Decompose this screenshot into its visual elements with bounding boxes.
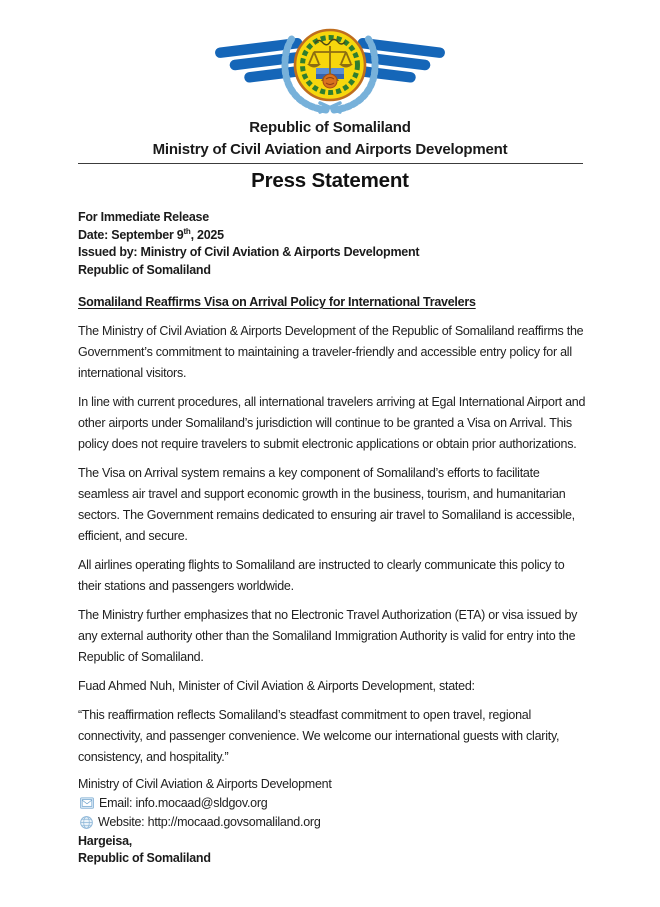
contact-block <box>78 776 590 868</box>
release-line: For Immediate Release <box>78 210 209 224</box>
date-line: Date: September 9th, 2025 <box>78 226 224 242</box>
logo-container <box>0 0 660 117</box>
statement-headline: Somaliland Reaffirms Visa on Arrival Policy for International Travelers <box>78 295 476 309</box>
document-title: Press Statement <box>251 169 409 192</box>
body-paragraph: The Visa on Arrival system remains a key component of Somaliland’s efforts to facilitate seamless air travel and support economic growth in the business, tourism, and humanitarian sectors. The Government remains dedicated to ensuring air travel to Somaliland is accessible, efficient, and secure. <box>78 466 575 543</box>
date-ordinal: th <box>183 226 191 236</box>
body-paragraph: The Ministry further emphasizes that no Electronic Travel Authorization (ETA) or visa issued by any external authority other than the Somaliland Immigration Authority is valid for entry into the Republic of Somaliland. <box>78 608 578 664</box>
envelope-icon <box>80 797 94 809</box>
ministry-logo-icon <box>214 13 446 117</box>
contact-email-text: Email: info.mocaad@sldgov.org <box>99 795 268 810</box>
minister-attribution-paragraph: Fuad Ahmed Nuh, Minister of Civil Aviation & Airports Development, stated: <box>78 679 475 693</box>
contact-website-row <box>78 813 590 833</box>
release-meta-block <box>78 209 590 279</box>
minister-quote-paragraph: “This reaffirmation reflects Somaliland’s steadfast commitment to open travel, regional connectivity, and passenger convenience. We welcome our international guests with clarity, consistency, and hospitality.” <box>78 708 560 764</box>
contact-email-row <box>78 794 590 814</box>
contact-country: Republic of Somaliland <box>78 851 211 865</box>
body-paragraph: The Ministry of Civil Aviation & Airports Development of the Republic of Somaliland reaffirms the Government’s commitment to maintaining a traveler-friendly and accessible entry policy for all international visitors. <box>78 324 584 380</box>
issuer-country-line: Republic of Somaliland <box>78 262 211 277</box>
issued-by-line: Issued by: Ministry of Civil Aviation & Airports Development <box>78 245 420 259</box>
globe-icon <box>80 816 93 829</box>
body-paragraph: In line with current procedures, all international travelers arriving at Egal International Airport and other airports under Somaliland’s jurisdiction will continue to be granted a Visa on Arrival. This policy does not require travelers to submit electronic applications or obtain prior authorizations. <box>78 395 586 451</box>
document-body <box>0 194 660 868</box>
header-divider <box>78 163 583 164</box>
contact-website-text: Website: http://mocaad.govsomaliland.org <box>98 815 321 829</box>
contact-city: Hargeisa, <box>78 833 133 848</box>
header-country-title: Republic of Somaliland <box>249 119 411 136</box>
contact-org: Ministry of Civil Aviation & Airports Development <box>78 777 332 791</box>
body-paragraph: All airlines operating flights to Somaliland are instructed to clearly communicate this policy to their stations and passengers worldwide. <box>78 558 565 593</box>
header-ministry-title: Ministry of Civil Aviation and Airports Development <box>152 141 508 158</box>
